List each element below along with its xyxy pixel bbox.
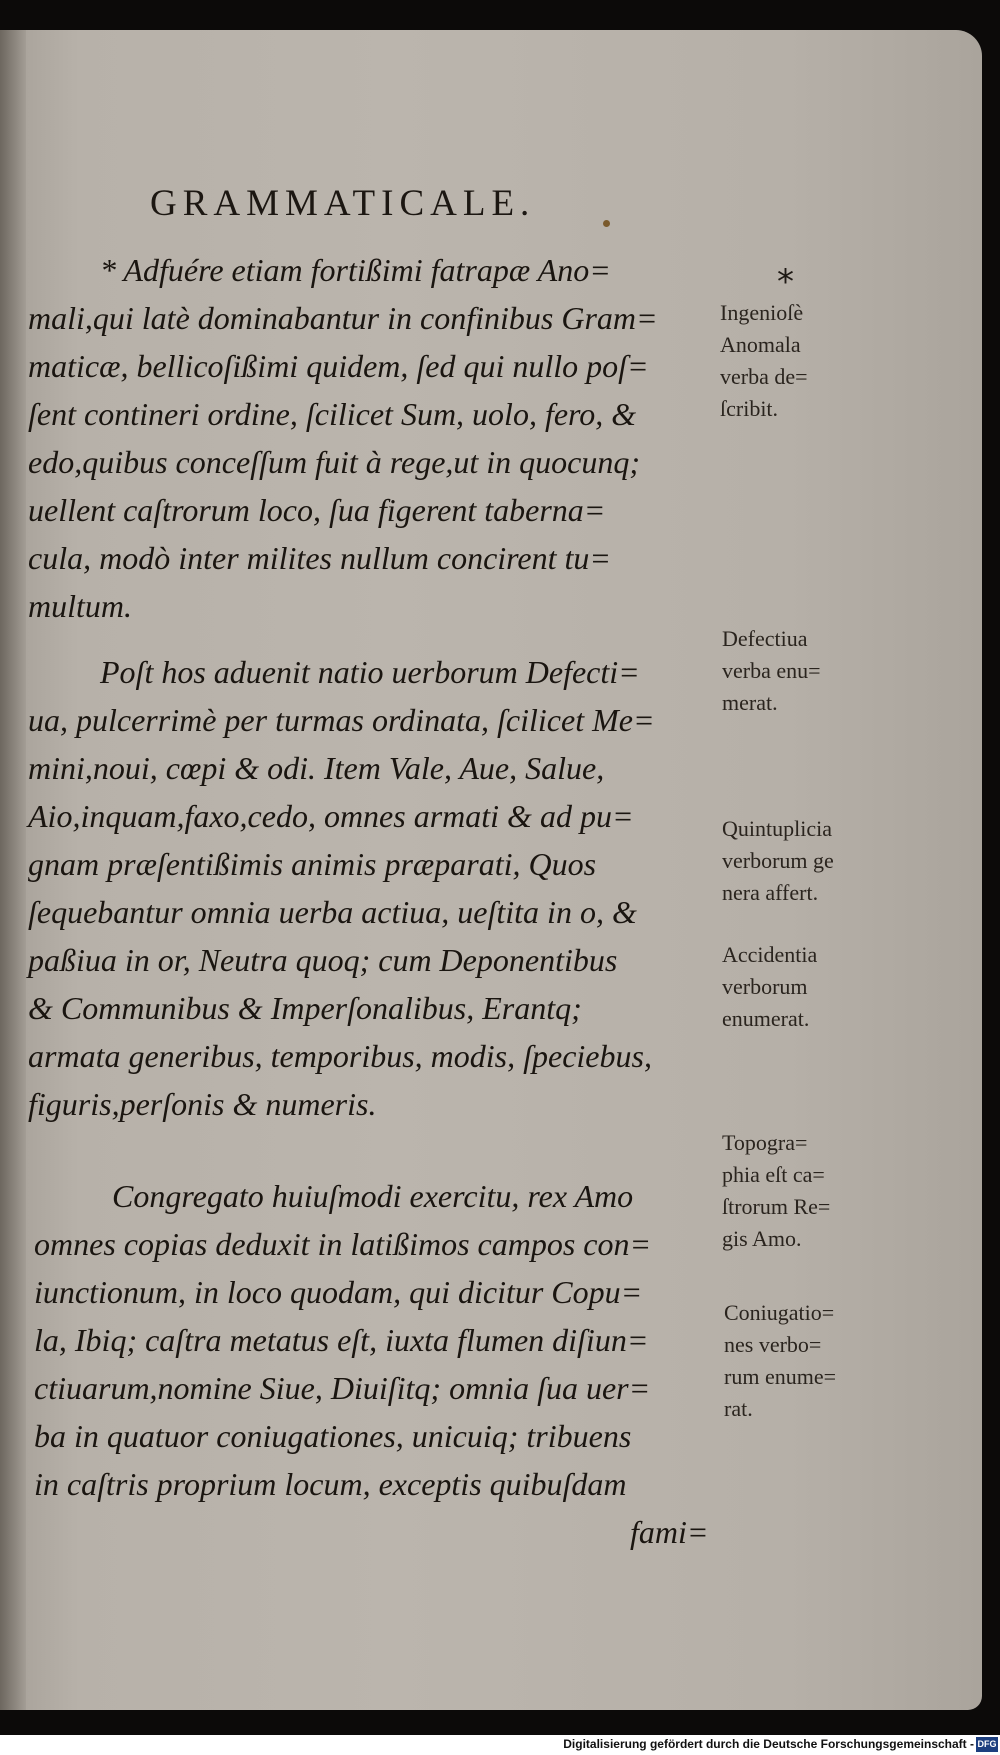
margin-note: Coniugatio=	[724, 1300, 835, 1325]
text-line: armata generibus, temporibus, modis, ſpeciebus,	[28, 1038, 652, 1074]
text-line: gnam præſentißimis animis præparati, Quos	[28, 846, 597, 882]
text-line: omnes copias deduxit in latißimos campos con=	[34, 1226, 652, 1262]
text-line: ſequebantur omnia uerba actiua, ueſtita in o, &	[28, 894, 637, 930]
running-head: GRAMMATICALE.	[150, 183, 536, 224]
text-line: uellent caſtrorum loco, ſua figerent taberna=	[28, 492, 606, 528]
funding-credit: Digitalisierung gefördert durch die Deutsche Forschungsgemeinschaft -	[563, 1737, 974, 1751]
text-line: edo,quibus conceſſum fuit à rege,ut in quocunq;	[28, 444, 641, 480]
text-line: maticæ, bellicoſißimi quidem, ſed qui nullo poſ=	[28, 348, 649, 384]
margin-note: nera affert.	[722, 880, 819, 905]
book-page	[0, 30, 982, 1710]
text-line: iunctionum, in loco quodam, qui dicitur Copu=	[34, 1274, 643, 1310]
margin-note: phia eſt ca=	[722, 1162, 825, 1187]
margin-note: enumerat.	[722, 1006, 810, 1031]
margin-note: verborum	[722, 974, 808, 999]
text-line: paßiua in or, Neutra quoq; cum Deponentibus	[28, 942, 618, 978]
text-line: & Communibus & Imperſonalibus, Erantq;	[28, 990, 582, 1026]
text-line: ctiuarum,nomine Siue, Diuiſitq; omnia ſua uer=	[34, 1370, 651, 1406]
margin-note: Ingenioſè	[720, 300, 804, 325]
margin-note: ſtrorum Re=	[722, 1194, 831, 1219]
asterisk-mark: *	[777, 262, 794, 302]
footer-bar	[0, 1735, 1000, 1755]
dfg-logo: DFG	[976, 1737, 998, 1752]
text-line: mini,noui, cœpi & odi. Item Vale, Aue, Salue,	[28, 750, 605, 786]
text-line: figuris,perſonis & numeris.	[28, 1086, 377, 1122]
text-line: * Adfuére etiam fortißimi fatrapæ Ano=	[100, 252, 611, 288]
text-line: ba in quatuor coniugationes, unicuiq; tribuens	[34, 1418, 632, 1454]
margin-note: merat.	[722, 690, 778, 715]
margin-note: Accidentia	[722, 942, 818, 967]
text-line: in caſtris proprium locum, exceptis quibuſdam	[34, 1466, 627, 1502]
text-line: Aio,inquam,faxo,cedo, omnes armati & ad pu=	[28, 798, 634, 834]
margin-note: Anomala	[720, 332, 801, 357]
margin-note: verba enu=	[722, 658, 821, 683]
text-line: ſent contineri ordine, ſcilicet Sum, uolo, fero, &	[28, 396, 637, 432]
margin-note: Topogra=	[722, 1130, 808, 1155]
margin-note: Quintuplicia	[722, 816, 832, 841]
margin-note: verborum ge	[722, 848, 834, 873]
margin-note: verba de=	[720, 364, 808, 389]
text-line: cula, modò inter milites nullum concirent tu=	[28, 540, 611, 576]
text-line: mali,qui latè dominabantur in confinibus Gram=	[28, 300, 658, 336]
margin-note: rum enume=	[724, 1364, 836, 1389]
text-line: Poſt hos aduenit natio uerborum Defecti=	[100, 654, 640, 690]
text-line: ua, pulcerrimè per turmas ordinata, ſcilicet Me=	[28, 702, 655, 738]
text-line: Congregato huiuſmodi exercitu, rex Amo	[112, 1178, 634, 1214]
margin-note: ſcribit.	[720, 396, 779, 421]
text-line: la, Ibiq; caſtra metatus eſt, iuxta flumen diſiun=	[34, 1322, 649, 1358]
margin-note: gis Amo.	[722, 1226, 802, 1251]
margin-note: Defectiua	[722, 626, 808, 651]
catchword: fami=	[630, 1514, 709, 1550]
margin-note: rat.	[724, 1396, 753, 1421]
text-line: multum.	[28, 588, 132, 624]
ink-dot	[603, 220, 610, 227]
margin-note: nes verbo=	[724, 1332, 822, 1357]
